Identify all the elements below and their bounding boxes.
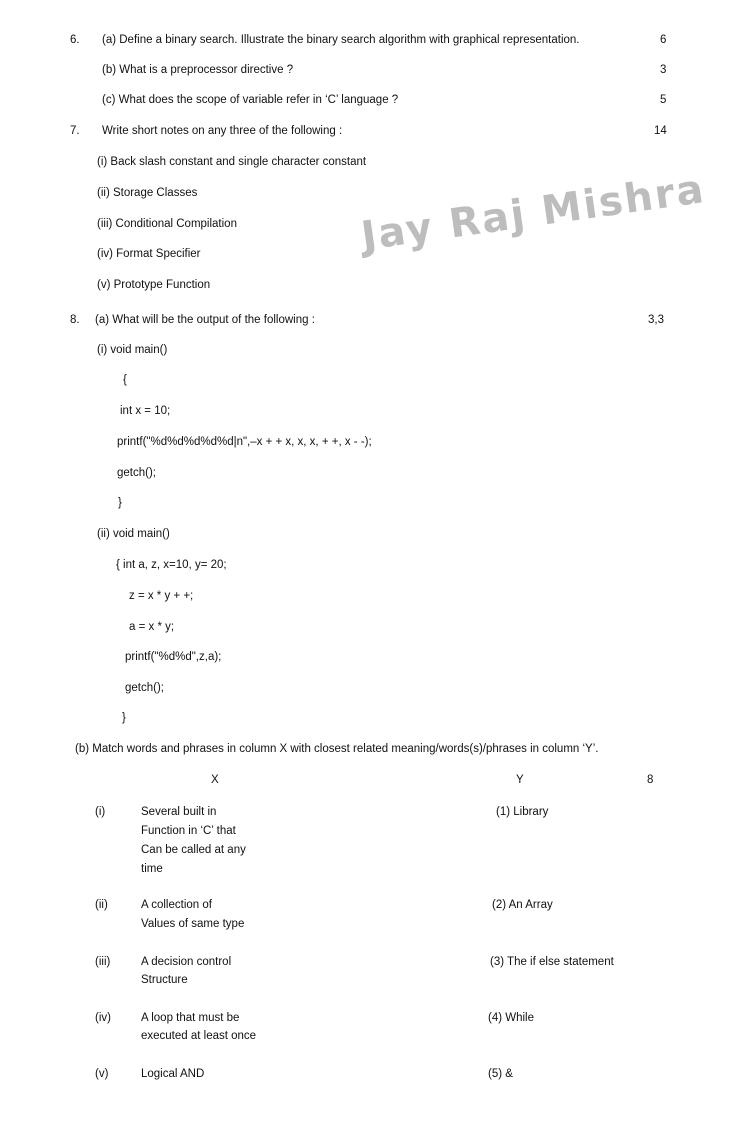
q7-item: (v) Prototype Function bbox=[97, 279, 211, 291]
match-y: (4) While bbox=[488, 1012, 535, 1024]
match-y: (3) The if else statement bbox=[490, 956, 614, 968]
code-line: { int a, z, x=10, y= 20; bbox=[116, 559, 227, 571]
q8-number: 8. bbox=[70, 314, 80, 326]
code-line: getch(); bbox=[125, 682, 164, 694]
match-x-line: Values of same type bbox=[141, 918, 245, 930]
match-x-line: Logical AND bbox=[141, 1068, 205, 1080]
match-x-line: A loop that must be bbox=[141, 1012, 240, 1024]
match-y: (2) An Array bbox=[492, 899, 553, 911]
q6b-text: (b) What is a preprocessor directive ? bbox=[102, 64, 294, 76]
match-row-number: (ii) bbox=[95, 899, 108, 911]
match-y: (5) & bbox=[488, 1068, 513, 1080]
q7-text: Write short notes on any three of the following : bbox=[102, 125, 343, 137]
match-row-number: (iii) bbox=[95, 956, 111, 968]
match-x-line: A decision control bbox=[141, 956, 232, 968]
code-line: } bbox=[122, 712, 126, 724]
q8a-text: (a) What will be the output of the following : bbox=[95, 314, 315, 326]
q8b-marks: 8 bbox=[647, 774, 654, 786]
match-row-number: (i) bbox=[95, 806, 106, 818]
match-x-line: A collection of bbox=[141, 899, 212, 911]
q6b-marks: 3 bbox=[660, 64, 667, 76]
match-y: (1) Library bbox=[496, 806, 549, 818]
q7-item: (iv) Format Specifier bbox=[97, 248, 201, 260]
q6c-marks: 5 bbox=[660, 94, 667, 106]
q6a-marks: 6 bbox=[660, 34, 667, 46]
q6c-text: (c) What does the scope of variable refer in ‘C’ language ? bbox=[102, 94, 399, 106]
match-x-line: Structure bbox=[141, 974, 188, 986]
column-y-header: Y bbox=[516, 774, 524, 786]
code-line: a = x * y; bbox=[129, 621, 175, 633]
q8a-marks: 3,3 bbox=[648, 314, 664, 326]
code-line: getch(); bbox=[117, 467, 156, 479]
code-line: z = x * y + +; bbox=[129, 590, 194, 602]
column-x-header: X bbox=[211, 774, 219, 786]
q6a-text: (a) Define a binary search. Illustrate the binary search algorithm with graphical representation. bbox=[102, 34, 580, 46]
code-line: { bbox=[123, 374, 127, 386]
q7-number: 7. bbox=[70, 125, 80, 137]
match-x-line: time bbox=[141, 863, 163, 875]
match-x-line: executed at least once bbox=[141, 1030, 257, 1042]
code-line: (i) void main() bbox=[97, 344, 168, 356]
q7-item: (i) Back slash constant and single character constant bbox=[97, 156, 367, 168]
match-x-line: Function in ‘C’ that bbox=[141, 825, 236, 837]
q7-item: (ii) Storage Classes bbox=[97, 187, 198, 199]
watermark: Jay Raj Mishra bbox=[358, 166, 709, 260]
q7-marks: 14 bbox=[654, 125, 667, 137]
code-line: printf("%d%d%d%d%d|n",–x + + x, x, x, + +, x - -); bbox=[117, 436, 372, 448]
code-line: } bbox=[118, 497, 122, 509]
q6-number: 6. bbox=[70, 34, 80, 46]
code-line: int x = 10; bbox=[120, 405, 171, 417]
code-line: printf("%d%d",z,a); bbox=[125, 651, 222, 663]
q7-item: (iii) Conditional Compilation bbox=[97, 218, 237, 230]
match-row-number: (v) bbox=[95, 1068, 109, 1080]
match-x-line: Several built in bbox=[141, 806, 217, 818]
match-x-line: Can be called at any bbox=[141, 844, 246, 856]
match-row-number: (iv) bbox=[95, 1012, 111, 1024]
code-line: (ii) void main() bbox=[97, 528, 170, 540]
q8b-text: (b) Match words and phrases in column X with closest related meaning/words(s)/phrases in column ‘Y’. bbox=[75, 743, 599, 755]
